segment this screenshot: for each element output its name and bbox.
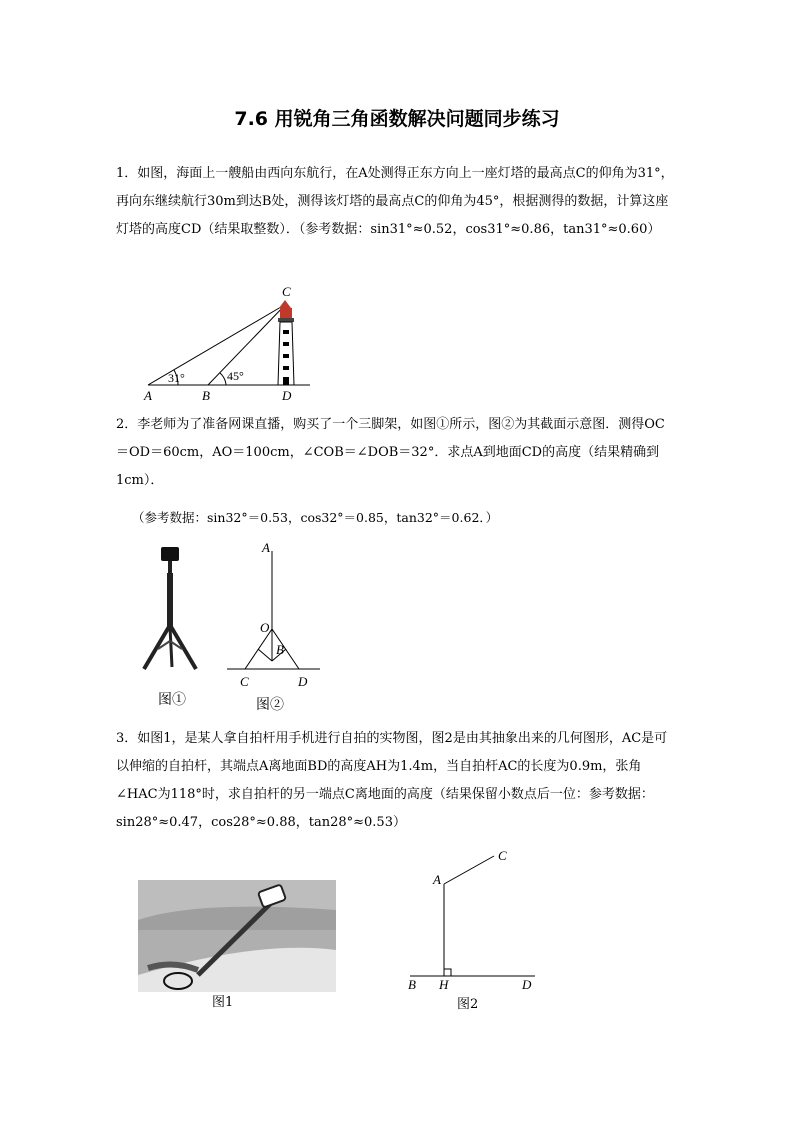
right-angle-mark <box>444 969 451 976</box>
label-a: A <box>433 872 441 887</box>
selfie-photo <box>138 880 336 992</box>
angle-label-a: 31° <box>168 371 185 385</box>
lighthouse-icon <box>278 300 294 385</box>
label-b: B <box>276 642 284 657</box>
line-b-c <box>208 304 286 385</box>
segment-ac <box>444 856 494 884</box>
q2-figure-1-caption: 图① <box>158 692 186 708</box>
angle-arc-b <box>220 373 226 385</box>
label-d: D <box>522 977 532 992</box>
label-b: B <box>202 388 210 403</box>
label-o: O <box>260 620 270 635</box>
label-a: A <box>144 388 152 403</box>
question-3-text: 3．如图1，是某人拿自拍杆用手机进行自拍的实物图，图2是由其抽象出来的几何图形，AC是可以伸缩的自拍杆，其端点A离地面BD的高度AH为1.4m，当自拍杆AC的长度为0.9m，张角∠HAC为118°时，求自拍杆的另一端点C离地面的高度（结果保留小数点后一位：参考数据：sin28°≈0.47，cos28°≈0.88，tan28°≈0.53） <box>116 731 668 830</box>
q3-figure-2-caption: 图2 <box>457 997 479 1012</box>
selfie-diagram <box>402 842 552 992</box>
q2-figure-2-caption: 图② <box>256 697 284 713</box>
tripod-photo <box>140 545 210 675</box>
q3-figure-1-caption: 图1 <box>212 995 234 1010</box>
question-2-reference: （参考数据：sin32°＝0.53，cos32°＝0.85，tan32°＝0.62．） <box>132 510 499 525</box>
label-h: H <box>439 977 449 992</box>
question-2-text: 2．李老师为了准备网课直播，购买了一个三脚架，如图①所示，图②为其截面示意图．测得OC＝OD＝60cm，AO＝100cm，∠COB＝∠DOB＝32°．求点A到地面CD的高度（结果精确到1cm）． <box>116 417 665 488</box>
label-c: C <box>498 848 507 863</box>
label-d: D <box>282 388 292 403</box>
brace-left <box>258 649 272 661</box>
label-b: B <box>408 977 416 992</box>
label-d: D <box>298 674 308 689</box>
page-title: 7.6 用锐角三角函数解决问题同步练习 <box>234 108 560 130</box>
label-c: C <box>240 674 249 689</box>
question-1-figure <box>140 282 320 407</box>
angle-label-b: 45° <box>227 369 244 383</box>
tripod-diagram <box>222 536 332 716</box>
question-1-text: 1．如图，海面上一艘船由西向东航行，在A处测得正东方向上一座灯塔的最高点C的仰角为31°，再向东继续航行30m到达B处，测得该灯塔的最高点C的仰角为45°，根据测得的数据，计算这座灯塔的高度CD（结果取整数）．（参考数据：sin31°≈0.52，cos31°≈0.86，tan31°≈0.60） <box>116 166 674 237</box>
label-a: A <box>262 540 270 555</box>
label-c: C <box>282 284 291 299</box>
